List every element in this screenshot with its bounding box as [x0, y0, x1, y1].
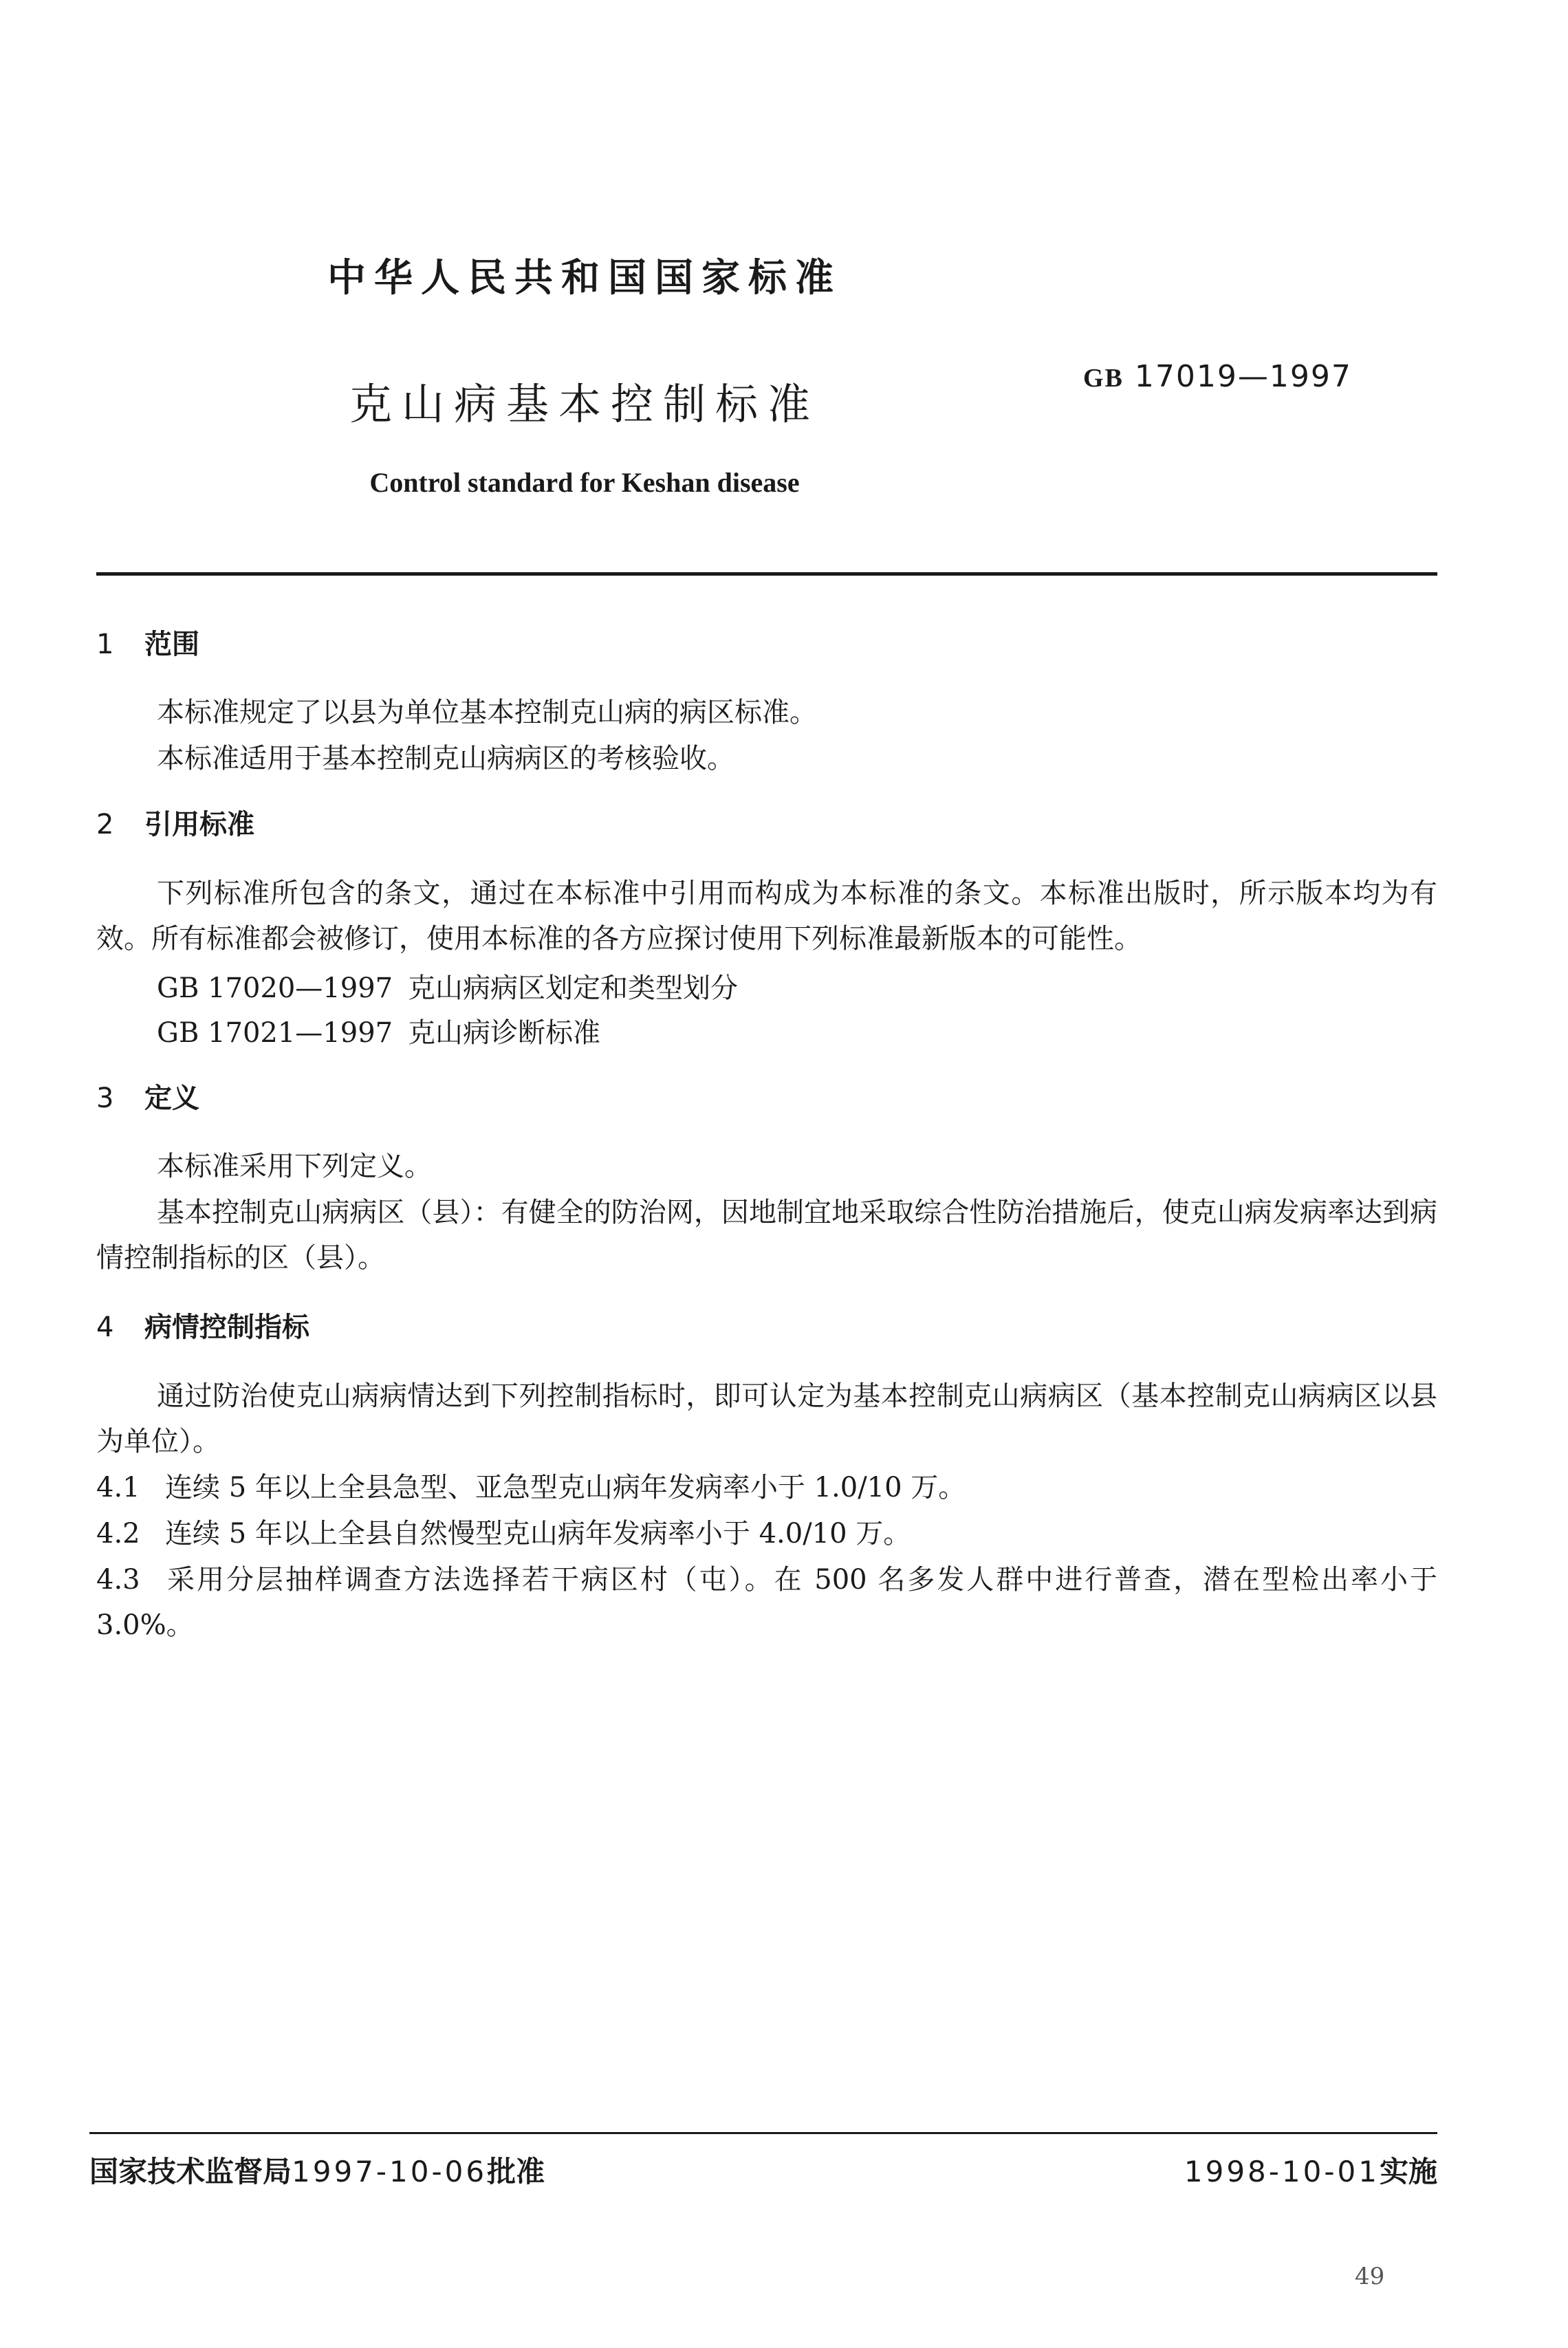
- paragraph: 本标准适用于基本控制克山病病区的考核验收。: [157, 743, 734, 774]
- standard-number: [1083, 359, 1352, 394]
- effective-date: 1998-10-01: [1184, 2155, 1380, 2188]
- paragraph: 下列标准所包含的条文，通过在本标准中引用而构成为本标准的条文。本标准出版时，所示版本均为有效。所有标准都会被修订，使用本标准的各方应探讨使用下列标准最新版本的可能性。: [96, 878, 1437, 955]
- approval-line: [89, 2149, 545, 2191]
- national-standard-label: 中华人民共和国国家标准: [327, 256, 842, 301]
- clause-text: 采用分层抽样调查方法选择若干病区村（屯）。在 500 名多发人群中进行普查，潜在型检出率小于 3.0%。: [96, 1564, 1437, 1641]
- footer-divider: [89, 2132, 1437, 2134]
- standard-title: 克山病基本控制标准: [349, 379, 820, 429]
- clause-text: 连续 5 年以上全县急型、亚急型克山病年发病率小于 1.0/10 万。: [165, 1472, 966, 1503]
- header-divider: [96, 572, 1437, 576]
- standard-code: 17019—1997: [1134, 359, 1352, 394]
- section-title: 范围: [144, 629, 199, 660]
- effective-label: 实施: [1379, 2155, 1437, 2188]
- clause-text: 连续 5 年以上全县自然慢型克山病年发病率小于 4.0/10 万。: [165, 1518, 911, 1550]
- section-number: 4: [96, 1312, 114, 1343]
- section-2-heading: [96, 803, 254, 842]
- approval-date: 1997-10-06: [292, 2155, 488, 2188]
- reference-title: 克山病诊断标准: [408, 1017, 600, 1049]
- paragraph: 本标准规定了以县为单位基本控制克山病的病区标准。: [157, 697, 817, 728]
- page-number: 49: [1355, 2263, 1385, 2290]
- section-title: 引用标准: [144, 809, 254, 840]
- paragraph: 本标准采用下列定义。: [157, 1151, 432, 1182]
- reference-item: [157, 966, 738, 1005]
- clause-item: [96, 1465, 1437, 1510]
- clause-number: 4.3: [96, 1564, 140, 1596]
- english-title: Control standard for Keshan disease: [369, 467, 800, 498]
- effective-line: [1169, 2149, 1437, 2191]
- clause-number: 4.2: [96, 1518, 140, 1550]
- reference-code: GB 17021—1997: [157, 1017, 393, 1049]
- clause-item: [96, 1557, 1437, 1648]
- issuer: 国家技术监督局: [89, 2155, 292, 2188]
- section-number: 2: [96, 809, 114, 840]
- section-3-heading: [96, 1076, 199, 1116]
- section-4-heading: [96, 1305, 309, 1345]
- clause-number: 4.1: [96, 1472, 140, 1503]
- clause-item: [96, 1511, 1437, 1556]
- paragraph: 通过防治使克山病病情达到下列控制指标时，即可认定为基本控制克山病病区（基本控制克山病病区以县为单位）。: [96, 1380, 1437, 1457]
- section-title: 定义: [144, 1083, 199, 1114]
- approval-label: 批准: [487, 2155, 545, 2188]
- section-title: 病情控制指标: [144, 1312, 309, 1343]
- reference-title: 克山病病区划定和类型划分: [408, 972, 738, 1004]
- section-1-heading: [96, 622, 199, 662]
- section-number: 3: [96, 1083, 114, 1114]
- reference-item: [157, 1011, 600, 1050]
- reference-code: GB 17020—1997: [157, 972, 393, 1004]
- section-number: 1: [96, 629, 114, 660]
- standard-prefix: GB: [1083, 364, 1124, 393]
- paragraph: 基本控制克山病病区（县）：有健全的防治网，因地制宜地采取综合性防治措施后，使克山病发病率达到病情控制指标的区（县）。: [96, 1197, 1437, 1274]
